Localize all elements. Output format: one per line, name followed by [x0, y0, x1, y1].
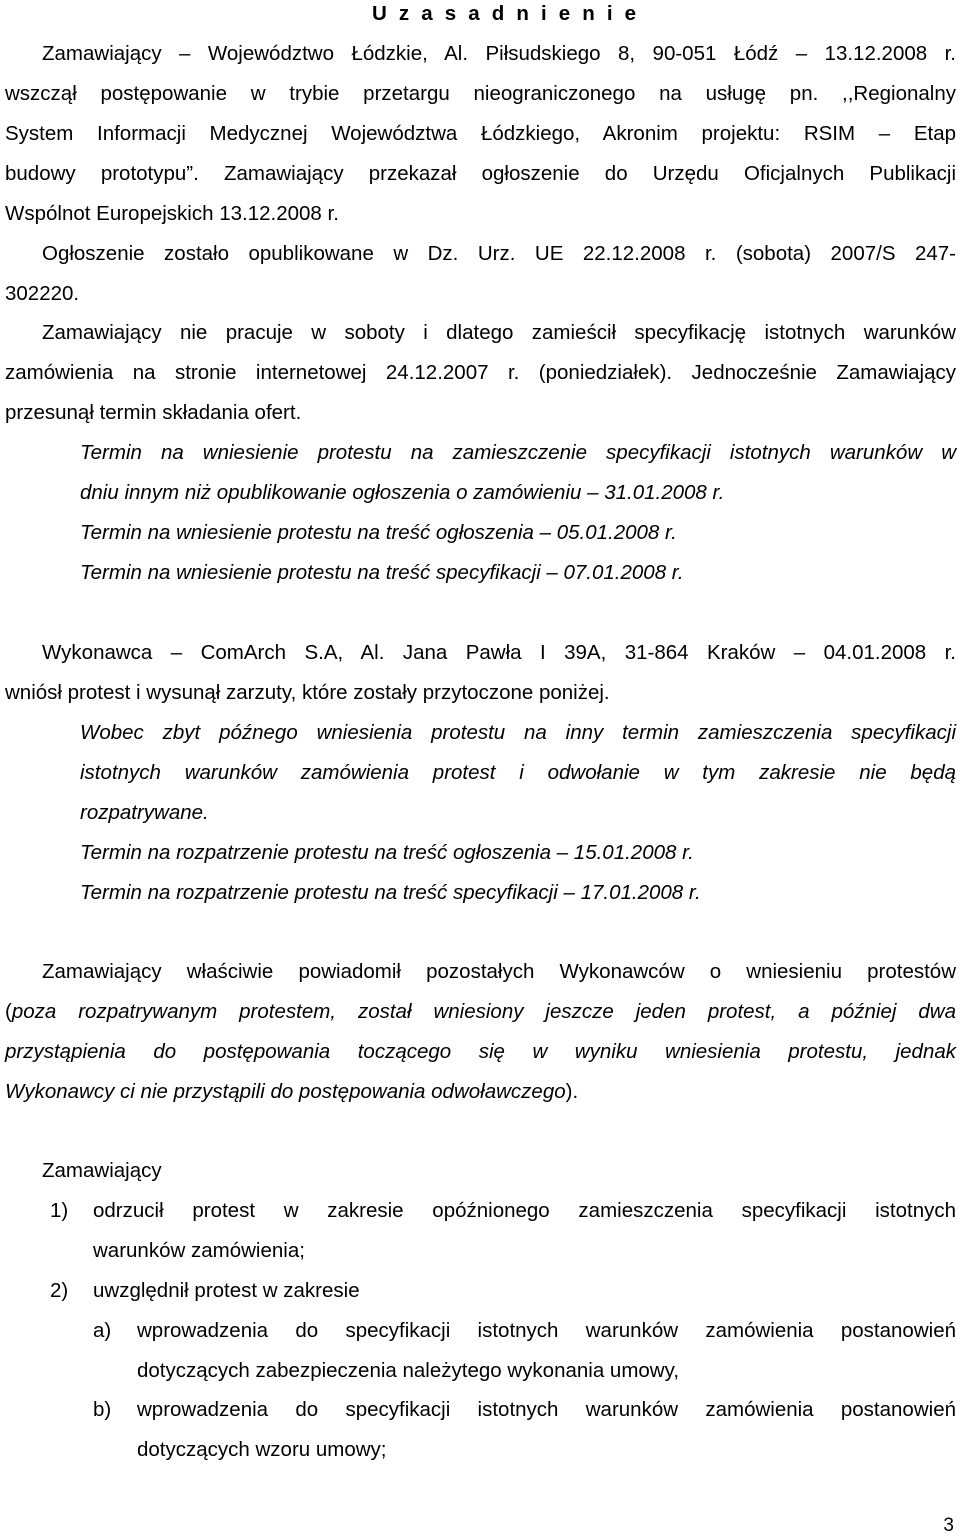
item-1-line-1: odrzucił protest w zakresie opóźnionego zamieszczenia specyfikacji istotnych [93, 1199, 956, 1222]
late-protest-line-3: rozpatrywane. [80, 801, 209, 824]
paragraph-5-line-1: Zamawiający właściwie powiadomił pozostałych Wykonawców o wniesieniu protestów [42, 960, 956, 983]
document-heading: U z a s a d n i e n i e [372, 2, 640, 25]
paragraph-1-line-5: Wspólnot Europejskich 13.12.2008 r. [5, 202, 339, 225]
late-protest-line-1: Wobec zbyt późnego wniesienia protestu na inny termin zamieszczenia specyfikacji [80, 721, 956, 744]
deadline-protest-announcement: Termin na wniesienie protestu na treść ogłoszenia – 05.01.2008 r. [80, 521, 677, 544]
deadline-protest-spec-line-2: dniu innym niż opublikowanie ogłoszenia o zamówieniu – 31.01.2008 r. [80, 481, 725, 504]
paragraph-4-line-1: Wykonawca – ComArch S.A, Al. Jana Pawła I 39A, 31-864 Kraków – 04.01.2008 r. [42, 641, 956, 664]
paragraph-2-line-1: Ogłoszenie zostało opublikowane w Dz. Urz. UE 22.12.2008 r. (sobota) 2007/S 247- [42, 242, 956, 265]
paragraph-5-line-2 [5, 1000, 956, 1024]
paragraph-5-line-3: przystąpienia do postępowania toczącego się w wyniku wniesienia protestu, jednak [5, 1040, 956, 1063]
subitem-b-letter: b) [93, 1398, 112, 1421]
deadline-review-announcement: Termin na rozpatrzenie protestu na treść ogłoszenia – 15.01.2008 r. [80, 841, 694, 864]
page-number: 3 [943, 1515, 954, 1536]
paragraph-3-line-2: zamówienia na stronie internetowej 24.12.2007 r. (poniedziałek). Jednocześnie Zamawiający [5, 361, 956, 384]
deadline-protest-spec-line-1: Termin na wniesienie protestu na zamieszczenie specyfikacji istotnych warunków w [80, 441, 956, 464]
item-1-line-2: warunków zamówienia; [93, 1239, 305, 1262]
subitem-a-letter: a) [93, 1319, 112, 1342]
paragraph-3-line-3: przesunął termin składania ofert. [5, 401, 302, 424]
paragraph-3-line-1: Zamawiający nie pracuje w soboty i dlatego zamieścił specyfikację istotnych warunków [42, 321, 956, 344]
subitem-b-line-2: dotyczących wzoru umowy; [137, 1438, 387, 1461]
paragraph-4-line-2: wniósł protest i wysunął zarzuty, które zostały przytoczone poniżej. [5, 681, 610, 704]
paragraph-1-line-2: wszczął postępowanie w trybie przetargu nieograniczonego na usługę pn. ,,Regionalny [5, 82, 956, 105]
paragraph-5-line-2-italic: poza rozpatrywanym protestem, został wniesiony jeszcze jeden protest, a później dwa [11, 1000, 956, 1023]
paragraph-5-open-paren: ( [5, 1000, 12, 1023]
paragraph-1-line-1: Zamawiający – Województwo Łódzkie, Al. Piłsudskiego 8, 90-051 Łódź – 13.12.2008 r. [42, 42, 956, 65]
paragraph-5-line-4-italic: Wykonawcy ci nie przystąpili do postępowania odwoławczego [5, 1080, 566, 1103]
subitem-b-line-1: wprowadzenia do specyfikacji istotnych warunków zamówienia postanowień [137, 1398, 956, 1421]
decision-intro: Zamawiający [42, 1159, 162, 1182]
late-protest-line-2: istotnych warunków zamówienia protest i odwołanie w tym zakresie nie będą [80, 761, 956, 784]
item-2-number: 2) [50, 1279, 69, 1302]
item-1-number: 1) [50, 1199, 69, 1222]
subitem-a-line-2: dotyczących zabezpieczenia należytego wykonania umowy, [137, 1359, 680, 1382]
paragraph-2-line-2: 302220. [5, 282, 80, 305]
deadline-protest-specification: Termin na wniesienie protestu na treść specyfikacji – 07.01.2008 r. [80, 561, 684, 584]
paragraph-5-line-4 [5, 1080, 578, 1104]
paragraph-5-line-4-close: ). [565, 1080, 579, 1103]
deadline-review-specification: Termin na rozpatrzenie protestu na treść specyfikacji – 17.01.2008 r. [80, 881, 701, 904]
item-2-line-1: uwzględnił protest w zakresie [93, 1279, 360, 1302]
paragraph-1-line-3: System Informacji Medycznej Województwa Łódzkiego, Akronim projektu: RSIM – Etap [5, 122, 956, 145]
paragraph-1-line-4: budowy prototypu”. Zamawiający przekazał ogłoszenie do Urzędu Oficjalnych Publikacji [5, 162, 956, 185]
subitem-a-line-1: wprowadzenia do specyfikacji istotnych warunków zamówienia postanowień [137, 1319, 956, 1342]
